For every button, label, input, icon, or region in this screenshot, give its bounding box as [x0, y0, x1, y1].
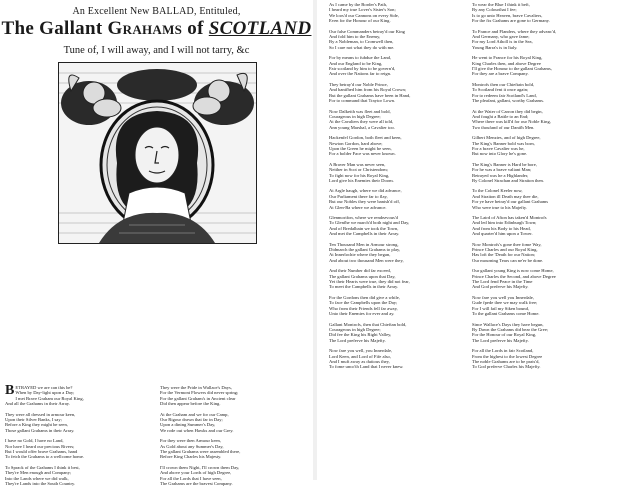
verse-line: At Argle haugh, where we did advance, [329, 188, 402, 194]
verse-line: And all the Grahams in their Array. [5, 401, 70, 407]
verse-line: To meet the Campbells in their Array. [329, 284, 399, 290]
verse-line: And above your Lords of high Degree, [160, 470, 232, 476]
verse-line: To Scotland fent it once again; [472, 87, 529, 93]
verse-line: Those gallant Grahams in their Array. [5, 427, 75, 433]
verse-line: Gilbert Menzies, and of high Degree, [472, 135, 541, 141]
verse-line: But our Nobles they were banish'd off, [329, 199, 401, 205]
verse-line: Young Barra's is in Italy. [472, 44, 518, 50]
verse-stanza [472, 215, 618, 237]
verse-line: Even for the Honour of our King. [329, 18, 391, 24]
verse-stanza [472, 109, 618, 131]
verse-line: And met the Campbells in their Array. [329, 231, 400, 237]
verse-line: Upon their Silver Banks, I say; [5, 417, 62, 423]
verse-line: Lord Keen, and Lord of Fife also, [329, 353, 391, 359]
verse-stanza [329, 55, 469, 77]
verse-line: Since Wallace's Days they have begun, [472, 321, 544, 327]
verse-line: By a Nobleman, to Cromwell then, [329, 39, 394, 45]
verse-line: As I came by the Border's Path, [329, 2, 388, 7]
verse-line: To fetch the Grahams to a wellcome home. [5, 454, 85, 460]
verse-line: They were all dressed in armour keen, [5, 411, 76, 417]
verse-line: Is to go unto Heaven, brave Cavaliers, [472, 12, 543, 18]
verse-line: To France and Flanders, where they advanc'd, [472, 28, 557, 34]
verse-stanza [472, 162, 618, 184]
verse-stanza [472, 268, 618, 290]
verse-line: Where there was kill'd for our Noble King, [472, 119, 551, 125]
verse-stanza [160, 438, 310, 460]
verse-line: By any Colourthat I fee; [472, 7, 517, 13]
verse-line: I'll crown them Night, I'll crown them Day, [160, 464, 240, 470]
verse-line: For all the Lords in fair Scotland, [472, 348, 534, 354]
verse-line: And our England to be King, [329, 60, 383, 66]
verse-line: And about two thousand Men were they, [329, 257, 404, 263]
verse-line: Fair scotland by him to be govern'd, [329, 66, 396, 72]
verse-line: They betray'd our Noble Prince, [329, 81, 388, 87]
verse-line: Now Montrofs's gone thee fome Way, [472, 241, 542, 247]
verse-stanza [472, 29, 618, 51]
verse-stanza [472, 188, 618, 210]
verse-line: A Braver Man was never seen, [329, 161, 386, 167]
verse-stanza [472, 242, 618, 264]
verse-line: Glenmorifon, where we rendezvous'd [329, 215, 398, 220]
verse-stanza [329, 215, 469, 237]
verse-line: To the gallant Grahams come Home. [472, 311, 540, 317]
verse-line: I have no Gold, I have no Land, [5, 438, 64, 444]
verse-stanza [472, 322, 618, 344]
verse-line: We rode out when Hawks and our Grey. [160, 427, 234, 433]
verse-line: And Germany, who gave fame; [472, 34, 530, 40]
verse-line: Our Parliament there far to flay, [329, 193, 388, 199]
woodcut-portrait [58, 62, 257, 244]
verse-line: They were the Pride in Wallace's Days, [160, 385, 232, 390]
verse-line: For the fix Grahams are gone to Germany. [472, 18, 550, 24]
left-page [0, 0, 313, 487]
verse-line: For the Vermont Flowers did never spring; [160, 390, 239, 396]
verse-line: King Charles then, and above Degree [472, 60, 541, 66]
verse-line: For a brave Cavalier was he, [472, 145, 525, 151]
verse-stanza [329, 162, 469, 184]
verse-line: And Straiton ill Death may thee die, [472, 193, 539, 199]
verse-line: When by Day-light upon a Day; [15, 390, 75, 396]
right-page [317, 0, 620, 480]
verse-line: They're Lands into the South Country. [5, 481, 76, 487]
ballad-title [0, 18, 313, 40]
verse-line: Now fare you well you Innerdale, [472, 294, 534, 300]
verse-line: At the Graham and we for our Camp, [160, 411, 229, 417]
verse-line: Gude fpede thee we may walk free; [472, 300, 538, 306]
verse-line: Into the Lands where we did walk, [5, 475, 69, 481]
verse-line: The pleafant, gallant, worthy Grahams. [472, 98, 545, 104]
verse-line: At Glen-Ba where we advance. [329, 204, 387, 210]
verse-line: And fought a Battle to an End; [472, 113, 529, 119]
verse-line: Our mourning Tears can ne'er be done. [472, 257, 544, 263]
verse-line: And I muft away as dutious they, [329, 358, 390, 364]
verse-line: The Lord fend Peace in the Time [472, 279, 533, 285]
verse-line: For to command that Traytor Lown. [329, 98, 396, 104]
verse-line: The Lord preferve his Majefty. [329, 337, 386, 343]
verse-line: The gallant Grahams upon that Day, [329, 273, 396, 279]
verse-stanza [329, 268, 469, 290]
verse-stanza [329, 348, 469, 370]
verse-line: Lord give his Enemies their Doom. [329, 177, 394, 183]
verse-line: For the Gordons then did give a while, [329, 294, 400, 300]
verse-line: The gallant Grahams were assembled there, [160, 449, 241, 455]
verse-line: ETRAYED we are can this be? [15, 385, 73, 390]
verse-line: The noble Grahams are to be prais'd, [472, 358, 540, 364]
verse-line: For they are a brave Company. [472, 71, 529, 77]
title-of: of [187, 18, 204, 39]
verse-line: Before King Charles his Majesty. [160, 454, 222, 460]
drop-cap: B [5, 383, 15, 398]
verse-line: The Grahams are the bravest Company. [160, 481, 233, 487]
verse-stanza [472, 55, 618, 77]
verse-line: For they were then Armour keen, [160, 438, 221, 444]
tune-line: Tune of, I will away, and I will not tarry, &c [63, 45, 250, 56]
verse-stanza [472, 135, 618, 157]
verse-line: Who were true to his Majefty. [472, 204, 528, 210]
verse-stanza [329, 322, 469, 344]
verse-line: From the highest to the lowest Degree [472, 353, 543, 359]
verse-line: To fome unco'th Land that I never knew. [329, 364, 404, 370]
verse-line: To Sprack of the Grahams I think it best, [5, 464, 80, 470]
verse-line: And quarter'd him upon a Tower. [472, 231, 533, 237]
title-place: SCOTLAND [208, 18, 312, 39]
verse-line: For to redeem fair Scotland's Land, [472, 92, 537, 98]
verse-stanza [472, 2, 618, 24]
title-main: The Gallant [1, 18, 103, 39]
verse-line: The Laird of Afton has taken'd Montrofs [472, 215, 547, 220]
verse-line: As Gold about any Summer's Day, [160, 443, 224, 449]
verse-stanza [160, 465, 310, 487]
verse-line: Upon the Green he might be seen, [329, 145, 392, 151]
verse-line: And their Number did far exceed, [329, 268, 391, 274]
verse-line: I'll give the Honour to the gallant Grahams, [472, 66, 552, 72]
verse-stanza [5, 465, 153, 487]
verse-stanza [329, 82, 469, 104]
verse-stanza [160, 412, 310, 434]
verse-line: For he was a brave valiant Man; [472, 167, 532, 173]
verse-line: The Lord preferve his Majefty. [472, 337, 529, 343]
verse-line: At Innerlochie where they began, [329, 252, 391, 258]
verse-line: And God preferve his Majefty. [472, 284, 529, 290]
verse-line: To face the Campbells upon the Day; [329, 300, 398, 306]
verse-line: For all the Lords that I have seen, [160, 475, 222, 481]
verse-line: Ann young Marshal, a Cavalier too. [329, 124, 395, 130]
verse-stanza [5, 438, 153, 460]
verse-line: Yet their Hearts were true, they did not fear, [329, 279, 410, 285]
verse-line: Our Rigour drawn that far in Day; [160, 417, 223, 423]
verse-line: By Dawn the Grahams did bear the Gree; [472, 326, 549, 332]
verse-line: But now into Glory he's gone. [472, 151, 528, 157]
verse-stanza [5, 412, 153, 434]
verse-line: Now Dalkeith was fleet and bold, [329, 108, 391, 114]
verse-line: For I will fail my Siken bound, [472, 305, 530, 311]
verse-line: Our gallant young King is now come Home, [472, 268, 554, 274]
verse-line: I heard my true Lover's Sister's Son; [329, 7, 396, 13]
verse-stanza [329, 29, 469, 51]
verse-stanza [472, 82, 618, 104]
verse-stanza [472, 348, 618, 370]
verse-line: For the Honour of our Royal King, [472, 332, 537, 338]
verse-line: Now fare you well, you Innerdale, [329, 348, 393, 354]
portrait-illustration [59, 63, 256, 243]
ballad-subtitle: An Excellent New BALLAD, Entituled, [72, 6, 241, 17]
verse-line: To wear the Blue I think it beft, [472, 2, 530, 7]
verse-line: Newton Gordon, hard above; [329, 140, 383, 146]
verse-line: Did fee the King his Right Valley, [329, 332, 392, 338]
verse-stanza [160, 385, 310, 407]
verse-line: I met Brave Graham our Royal King, [15, 395, 84, 401]
verse-line: To fight now for his Royal King, [329, 172, 390, 178]
verse-stanza [329, 135, 469, 157]
verse-line: Nor have I heard our precious Rivers; [5, 443, 75, 449]
verse-line: And led him into Edinburgh Town; [472, 220, 537, 226]
verse-line: Has loft the 'Death for our Nation; [472, 252, 536, 258]
verse-line: But I would offer brave Grahams, hand [5, 449, 78, 455]
verse-stanza [472, 295, 618, 317]
verse-line: Courageous in high Degree; [329, 326, 381, 332]
verse-line: He went to France for his Royal King, [472, 55, 543, 61]
verse-line: Betrayed was he a Highlander, [472, 172, 529, 178]
verse-line: For by means to fubdue the Land, [329, 55, 392, 61]
verse-line: At the Water of Carron they did begin, [472, 108, 543, 114]
verse-line: And banifhed him from his Royal Crown; [329, 87, 407, 93]
verse-line: Prince Charles the Second, and above Degree [472, 273, 556, 279]
verse-line: The King's Banner is Hard be bore, [472, 161, 537, 167]
verse-line: For the gallant Graham's in Ancient clear [160, 395, 236, 401]
verse-line: To Glenfhe we march'd both night and Day, [329, 220, 410, 226]
verse-line: Before a King they might be seen, [5, 422, 68, 428]
right-verses-column-1 [329, 2, 469, 375]
right-verses-column-2 [472, 2, 618, 375]
verse-line: And from his Body to his Head, [472, 225, 531, 231]
verse-line: Prince Charles and our Royal King, [472, 247, 538, 253]
verse-stanza [329, 242, 469, 264]
verse-line: The King's Banner bold was born, [472, 140, 535, 146]
verse-line: Unto their Enemies for ever and ay. [329, 311, 395, 317]
verse-line: And fold him to the Enemy, [329, 34, 381, 40]
left-verses-column-2 [160, 385, 310, 492]
verse-stanza [329, 295, 469, 317]
verse-line: Montrofs then our Chieftain bold, [472, 81, 535, 87]
left-verses-column-1 [5, 385, 153, 492]
title-grahams: Grahams [107, 18, 183, 39]
verse-line: Neither in Scot or Christendom; [329, 167, 388, 173]
verse-line: At the Cavaliers they were all told, [329, 119, 394, 125]
verse-stanza [5, 385, 153, 407]
verse-line: Did then appear before the King. [160, 401, 221, 407]
verse-line: Who from their Friends fell far away, [329, 305, 398, 311]
verse-line: Our false Commanders betray'd our King [329, 28, 405, 34]
verse-stanza [329, 188, 469, 210]
verse-line: They're Men enough and Company; [5, 470, 72, 476]
verse-stanza [329, 109, 469, 131]
verse-line: For ye have betray'd our gallant Grahams [472, 199, 549, 205]
verse-line: Courageous in high Degree; [329, 113, 381, 119]
verse-line: Upon a dining Summer's Day, [160, 422, 216, 428]
verse-line: To the Colonel Keeler now, [472, 188, 523, 194]
verse-line: And over the Nations far to reign. [329, 71, 392, 77]
verse-line: Hackenfel Gordon, both fleet and keen, [329, 135, 402, 141]
verse-line: We loos'd our Cannons on every Side, [329, 12, 399, 18]
verse-line: For a bolder Face was never known. [329, 151, 396, 157]
verse-line: By Colonel Strachan and Straiton then. [472, 177, 544, 183]
verse-line: So I care not what they do with me. [329, 44, 395, 50]
verse-line: For my Lord Atholl is in the Sea, [472, 39, 533, 45]
verse-line: Ten Thousand Men in Armour strong, [329, 241, 399, 247]
verse-line: But the gallant Grahams have been in Hand, [329, 92, 411, 98]
verse-line: Didmarch the gallant Grahams to play, [329, 247, 401, 253]
verse-line: To God preferve Charles his Majefty. [472, 364, 541, 370]
verse-line: Two thoufand of our Danifh Men. [472, 124, 535, 130]
verse-line: Gallant Montrofs, then that Chieftan bold, [329, 321, 407, 327]
verse-stanza [329, 2, 469, 24]
verse-line: And of Bredalbain we took the Town, [329, 225, 399, 231]
